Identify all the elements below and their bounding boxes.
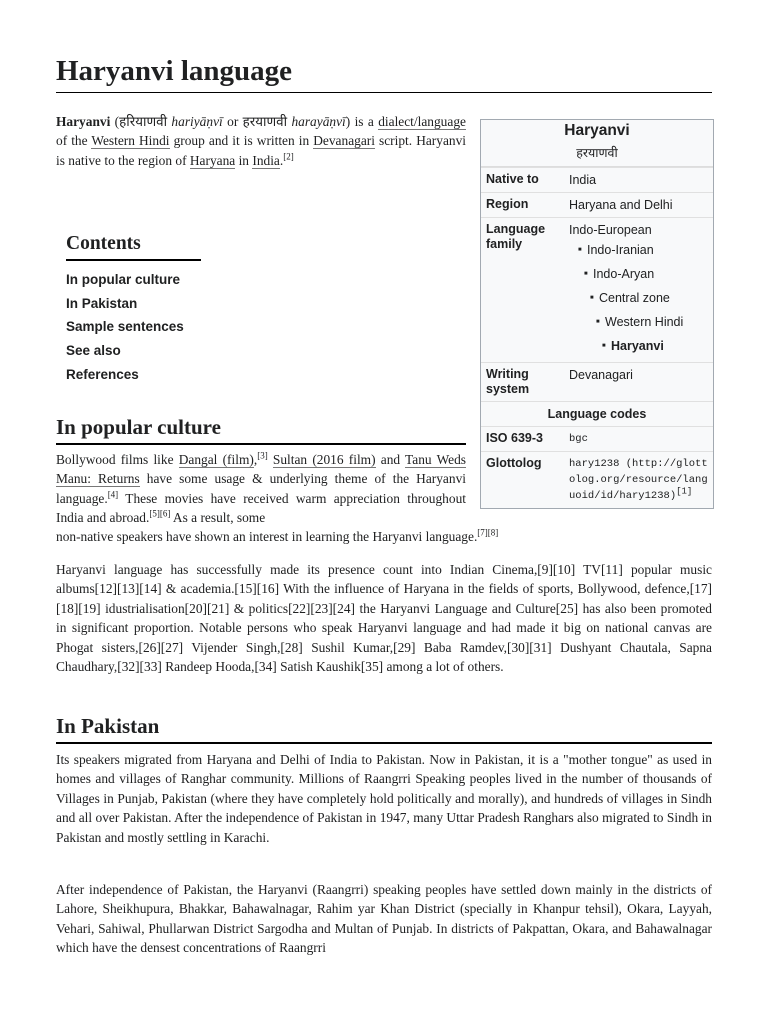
text: have some usage & underlying theme of the Haryanvi language. bbox=[56, 471, 466, 506]
infobox-value[interactable]: bgc bbox=[569, 433, 588, 445]
link-india[interactable]: India bbox=[252, 152, 280, 168]
link-western-hindi[interactable]: Western Hindi bbox=[91, 133, 170, 149]
link-tanu-weds-manu[interactable]: Tanu Weds Manu: Returns bbox=[56, 452, 466, 487]
or-word: or bbox=[227, 114, 239, 129]
pakistan-paragraph-2: After independence of Pakistan, the Haryanvi (Raangrri) speaking peoples have settled down mainly in the districts of Lahore, Sheikhupura, Bhakkar, Bahawalnagar, Rahim yar Khan District (specially in Khanpur tehsil), Okara, Layyah, Vehari, Sahiwal, Phullarwan District Sargodha and Multan of Punjab. In districts of Pakpattan, Okara, and Bahawalnagar which have the densest concentrations of Raangrri bbox=[56, 882, 712, 956]
family-list bbox=[569, 310, 709, 334]
native-script-2: हरयाणवी bbox=[242, 114, 288, 129]
family-node[interactable]: ■ Indo-Aryan bbox=[593, 262, 709, 286]
toc-item-references[interactable]: References bbox=[66, 366, 139, 382]
intro-text-e: in bbox=[235, 152, 253, 168]
intro-paragraph: Haryanvi (हरियाणवी hariyāṇvī or हरयाणवी harayāṇvī) is a dialect/language of the Western Hindi group and it is written in Devanagari script. Haryanvi is native to the region of Haryana in India.[2] bbox=[56, 114, 467, 168]
infobox-label: Glottolog bbox=[486, 456, 542, 470]
citation[interactable]: [1] bbox=[676, 486, 693, 497]
toc-item-pakistan[interactable]: In Pakistan bbox=[66, 295, 138, 311]
citation[interactable]: [7][8] bbox=[477, 527, 499, 538]
text: Bollywood films like bbox=[56, 452, 179, 467]
popular-culture-paragraph-2: Haryanvi language has successfully made its presence count into Indian Cinema,[9][10] TV[11] popular music albums[12][13][14] & academia.[15][16] With the influence of Haryana in the fields of sports, Bollywood, defence,[17][18][19] idustrialisation[20][21] & politics[22][23][24] the Haryanvi Language and Culture[25] has also been promoted in significant proportion. Notable persons who speak Haryanvi language and had made it big on national canvas are Phogat sisters,[26][27] Vijender Singh,[28] Sushil Kumar,[29] Baba Ramdev,[30][31] Dushyant Chautala, Sapna Chaudhary,[32][33] Randeep Hooda,[34] Satish Kaushik[35] among a lot of others. bbox=[56, 562, 712, 675]
transliteration-1: hariyāṇvī bbox=[171, 114, 223, 129]
infobox-codes-header: Language codes bbox=[481, 401, 713, 426]
infobox-label: Language family bbox=[486, 222, 546, 251]
infobox-value[interactable]: Devanagari bbox=[569, 368, 633, 382]
family-list bbox=[569, 286, 709, 310]
popular-culture-paragraph-1: Bollywood films like Dangal (film),[3] Sultan (2016 film) and Tanu Weds Manu: Returns have some usage & underlying theme of the Haryanvi language.[4] These movies have received warm appreciation throughout India and abroad.[5][6] As a result, some bbox=[56, 450, 466, 526]
infobox-subtitle: हरयाणवी bbox=[481, 144, 713, 167]
glottolog-code[interactable]: hary1238 (http://glottolog.org/resource/languoid/id/hary1238) bbox=[569, 458, 708, 502]
citation[interactable]: [4] bbox=[107, 489, 119, 500]
intro-text-a: ) is a bbox=[345, 114, 374, 129]
infobox-value: Haryana and Delhi bbox=[569, 198, 673, 212]
family-list bbox=[569, 262, 709, 286]
citation[interactable]: [2] bbox=[283, 151, 294, 162]
text: These movies have received warm appreciation throughout India and abroad. bbox=[56, 490, 466, 526]
popular-culture-paragraph-1-cont bbox=[56, 527, 712, 546]
family-node[interactable]: ■ Western Hindi bbox=[605, 310, 709, 334]
link-sultan[interactable]: Sultan (2016 film) bbox=[272, 452, 376, 467]
text: As a result, some bbox=[170, 510, 266, 526]
citation[interactable]: [5][6] bbox=[149, 508, 171, 519]
infobox-row-region bbox=[481, 192, 713, 217]
intro-text-c: group and it is written in bbox=[169, 133, 314, 149]
citation[interactable]: [3] bbox=[257, 450, 268, 461]
infobox-label: Region bbox=[486, 197, 529, 211]
text: non-native speakers have shown an interest in learning the Haryanvi language. bbox=[56, 529, 478, 544]
section-heading-pakistan: In Pakistan bbox=[56, 713, 712, 744]
infobox-value[interactable]: India bbox=[569, 173, 597, 187]
family-root[interactable]: Indo-European bbox=[569, 223, 652, 237]
family-list bbox=[569, 334, 709, 358]
infobox-row-iso bbox=[481, 426, 713, 451]
infobox bbox=[480, 119, 714, 509]
infobox-title: Haryanvi bbox=[564, 122, 630, 139]
intro-text-d: script. Haryanvi is native to the region of bbox=[56, 133, 467, 168]
family-node[interactable]: ■ Central zone bbox=[599, 286, 709, 310]
infobox-row-family bbox=[481, 217, 713, 362]
section-heading-popular-culture: In popular culture bbox=[56, 414, 466, 445]
native-script-1: हरियाणवी bbox=[119, 114, 168, 129]
text: and bbox=[375, 452, 406, 467]
infobox-row-native bbox=[481, 167, 713, 192]
pakistan-paragraph-1: Its speakers migrated from Haryana and Delhi of India to Pakistan. Now in Pakistan, it is a "mother tongue" as used in homes and villages of Ranghar community. Millions of Raangrri Speaking peoples lived in the number of thousands of Villages in Punjab, Pakistan (where they have completely hold politically and morally), and hundreds of villages in Sindh and all over Pakistan. After the independence of Pakistan in 1947, many Uttar Pradesh Ranghars also migrated to Sindh in Pakistan and mostly settling in Karachi. bbox=[56, 752, 712, 845]
table-of-contents bbox=[66, 233, 206, 387]
language-family-tree bbox=[564, 218, 713, 362]
infobox-row-writing bbox=[481, 362, 713, 401]
transliteration-2: harayāṇvī bbox=[291, 114, 346, 129]
family-list bbox=[569, 238, 709, 262]
toc-title: Contents bbox=[66, 233, 201, 261]
infobox-value[interactable] bbox=[564, 452, 713, 508]
page-title: Haryanvi language bbox=[56, 54, 712, 93]
infobox-row-glottolog bbox=[481, 451, 713, 508]
family-node-current: ■ Haryanvi bbox=[611, 334, 709, 358]
toc-item-see-also[interactable]: See also bbox=[66, 343, 121, 359]
infobox-label: Native to bbox=[486, 172, 539, 186]
link-devanagari[interactable]: Devanagari bbox=[313, 133, 375, 149]
link-haryana[interactable]: Haryana bbox=[189, 152, 236, 168]
toc-item-popular-culture[interactable]: In popular culture bbox=[66, 272, 181, 287]
link-dialect[interactable]: dialect/language bbox=[378, 114, 466, 129]
link-dangal[interactable]: Dangal (film) bbox=[178, 452, 254, 467]
infobox-label: ISO 639-3 bbox=[486, 431, 543, 445]
toc-item-sample-sentences[interactable]: Sample sentences bbox=[66, 319, 184, 335]
intro-term: Haryanvi bbox=[56, 114, 111, 129]
infobox-label: Writing system bbox=[486, 367, 530, 396]
family-node[interactable]: ■ Indo-Iranian bbox=[587, 238, 709, 262]
intro-text-b: of the bbox=[56, 133, 92, 149]
